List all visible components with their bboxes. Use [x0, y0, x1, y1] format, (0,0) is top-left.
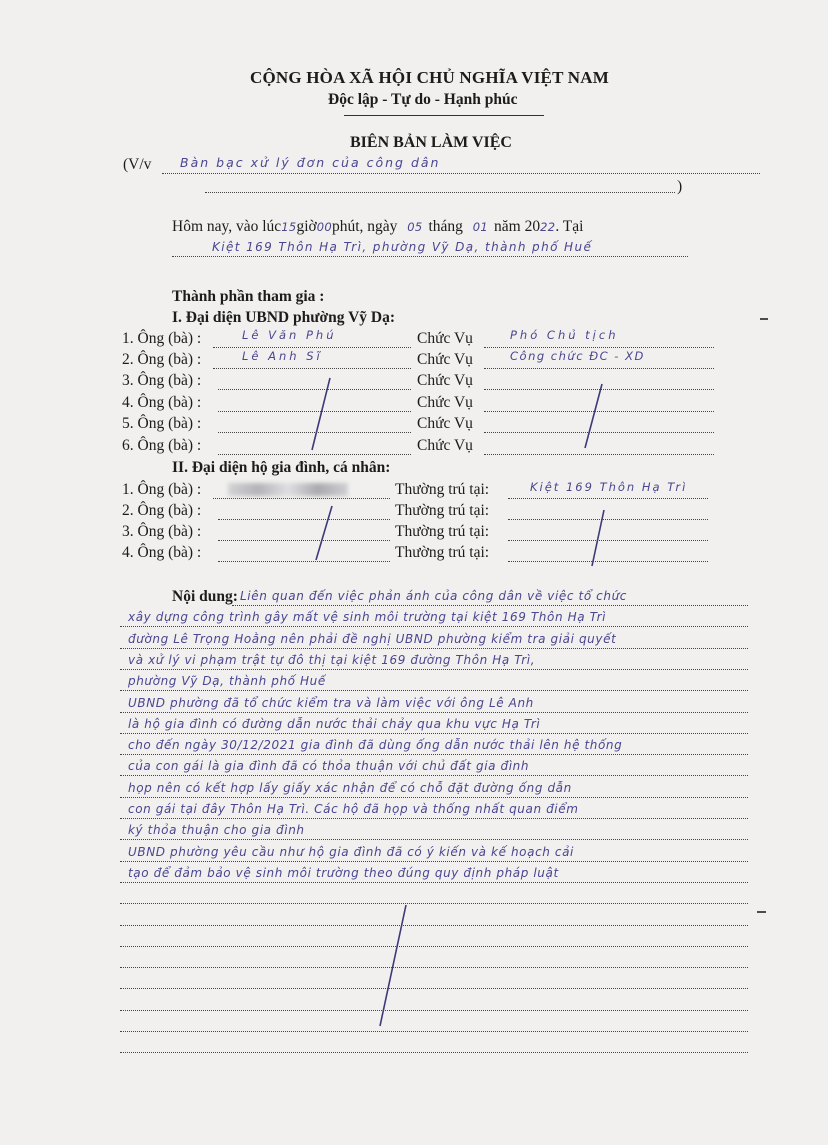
family-row-2-residence-line	[508, 519, 708, 520]
family-row-1-label: 1. Ông (bà) :	[122, 481, 202, 498]
family-row-1-residence: Kiệt 169 Thôn Hạ Trì	[530, 480, 688, 494]
cross-out-ubnd-position	[585, 384, 602, 448]
content-handwritten-line: xây dựng công trình gây mất vệ sinh môi trường tại kiệt 169 Thôn Hạ Trì	[128, 610, 607, 625]
regarding-close: )	[677, 178, 683, 195]
content-handwritten-line: họp nên có kết hợp lấy giấy xác nhận để có chỗ đặt đường ống dẫn	[128, 780, 572, 795]
ubnd-row-1-name-line	[213, 347, 411, 348]
family-row-1-residence-line	[508, 498, 708, 499]
content-rule-line	[120, 690, 748, 691]
content-handwritten-line: UBND phường yêu cầu như hộ gia đình đã có ý kiến và kế hoạch cải	[128, 844, 574, 859]
family-row-3-residence-line	[508, 540, 708, 541]
intro-place-line	[172, 256, 688, 257]
ubnd-row-2-label: 2. Ông (bà) :	[122, 351, 202, 368]
intro-line	[172, 218, 583, 236]
family-row-3-residence-label: Thường trú tại:	[395, 523, 490, 540]
ubnd-row-6-position-label: Chức Vụ	[417, 437, 473, 454]
content-rule-line	[120, 733, 748, 734]
family-row-2-label: 2. Ông (bà) :	[122, 502, 202, 519]
ubnd-row-2-position-line	[484, 368, 714, 369]
ubnd-row-4-label: 4. Ông (bà) :	[122, 394, 202, 411]
family-row-3-name-line	[218, 540, 390, 541]
content-rule-line	[120, 754, 748, 755]
family-row-4-residence-line	[508, 561, 708, 562]
family-section-heading: II. Đại diện hộ gia đình, cá nhân:	[172, 459, 391, 476]
intro-text-3: phút, ngày	[331, 218, 398, 235]
content-rule-line	[120, 1010, 748, 1011]
content-label: Nội dung:	[172, 588, 238, 605]
ubnd-row-3-label: 3. Ông (bà) :	[122, 372, 202, 389]
intro-text-4: tháng	[428, 218, 463, 235]
content-rule-line	[120, 1052, 748, 1053]
content-rule-line	[120, 903, 748, 904]
content-handwritten-line: Liên quan đến việc phản ánh của công dân về việc tổ chức	[240, 589, 627, 603]
ubnd-row-5-label: 5. Ông (bà) :	[122, 415, 202, 432]
ubnd-row-5-position-label: Chức Vụ	[417, 415, 473, 432]
motto-underline	[344, 115, 544, 116]
ubnd-row-1-position-label: Chức Vụ	[417, 330, 473, 347]
day-handwritten: 05	[407, 220, 423, 234]
ubnd-row-6-position-line	[484, 454, 714, 455]
ubnd-row-5-position-line	[484, 432, 714, 433]
content-rule-line	[120, 669, 748, 670]
family-row-4-label: 4. Ông (bà) :	[122, 544, 202, 561]
ubnd-row-4-name-line	[218, 411, 411, 412]
intro-text-1: Hôm nay, vào lúc	[172, 218, 282, 235]
content-handwritten-line: UBND phường đã tổ chức kiểm tra và làm việc với ông Lê Anh	[128, 695, 534, 710]
content-rule-line	[120, 861, 748, 862]
content-rule-line	[120, 648, 748, 649]
ubnd-row-1-name: Lê Văn Phú	[242, 328, 337, 342]
intro-text-2: giờ	[296, 218, 317, 235]
ubnd-row-4-position-line	[484, 411, 714, 412]
hour-handwritten: 15	[281, 220, 297, 234]
content-handwritten-line: ký thỏa thuận cho gia đình	[128, 823, 305, 838]
ubnd-row-1-position: Phó Chủ tịch	[510, 328, 619, 342]
family-row-2-residence-label: Thường trú tại:	[395, 502, 490, 519]
content-handwritten-line: tạo để đảm bảo vệ sinh môi trường theo đúng quy định pháp luật	[128, 865, 559, 880]
family-row-1-name-line	[213, 498, 390, 499]
month-handwritten: 01	[472, 220, 489, 234]
ubnd-row-2-name: Lê Anh Sĩ	[242, 349, 323, 363]
regarding-line-1	[162, 173, 760, 174]
content-handwritten-line: của con gái là gia đình đã có thỏa thuận với chủ đất gia đình	[128, 759, 530, 774]
ubnd-row-4-position-label: Chức Vụ	[417, 394, 473, 411]
content-handwritten-line: đường Lê Trọng Hoằng nên phải đề nghị UBND phường kiểm tra giải quyết	[128, 631, 617, 646]
ubnd-row-2-position: Công chức ĐC - XD	[510, 349, 645, 363]
place-handwritten: Kiệt 169 Thôn Hạ Trì, phường Vỹ Dạ, thành phố Huế	[212, 240, 593, 254]
family-row-2-name-line	[218, 519, 390, 520]
ubnd-section-heading: I. Đại diện UBND phường Vỹ Dạ:	[172, 309, 396, 326]
family-row-4-residence-label: Thường trú tại:	[395, 544, 490, 561]
content-rule-line	[120, 839, 748, 840]
redacted-name-block	[228, 483, 348, 496]
content-rule-line	[120, 626, 748, 627]
cross-out-family-name	[316, 506, 332, 560]
country-heading: CỘNG HÒA XÃ HỘI CHỦ NGHĨA VIỆT NAM	[250, 68, 609, 87]
regarding-line-2	[205, 192, 675, 193]
content-rule-line	[120, 818, 748, 819]
content-rule-line	[120, 925, 748, 926]
content-handwritten-line: và xử lý vi phạm trật tự đô thị tại kiệt 169 đường Thôn Hạ Trì,	[128, 652, 536, 667]
content-rule-line	[120, 988, 748, 989]
regarding-handwritten: Bàn bạc xử lý đơn của công dân	[180, 155, 441, 170]
cross-out-content	[380, 905, 406, 1026]
content-rule-line	[120, 1031, 748, 1032]
content-rule-line	[120, 967, 748, 968]
document-title: BIÊN BẢN LÀM VIỆC	[350, 134, 512, 151]
ubnd-row-2-position-label: Chức Vụ	[417, 351, 473, 368]
content-handwritten-line: con gái tại đây Thôn Hạ Trì. Các hộ đã họp và thống nhất quan điểm	[128, 802, 579, 816]
ubnd-row-5-name-line	[218, 432, 411, 433]
content-rule-line	[232, 605, 748, 606]
content-handwritten-line: phường Vỹ Dạ, thành phố Huế	[128, 674, 326, 689]
content-handwritten-line: là hộ gia đình có đường dẫn nước thải chảy qua khu vực Hạ Trì	[128, 716, 541, 731]
ubnd-row-3-position-label: Chức Vụ	[417, 372, 473, 389]
content-rule-line	[120, 775, 748, 776]
content-rule-line	[120, 882, 748, 883]
intro-text-5: năm 20	[494, 218, 541, 235]
intro-text-6: . Tại	[555, 218, 584, 235]
motto-heading: Độc lập - Tự do - Hạnh phúc	[328, 91, 518, 108]
regarding-open: (V/v	[123, 156, 152, 173]
family-row-1-residence-label: Thường trú tại:	[395, 481, 490, 498]
content-rule-line	[120, 712, 748, 713]
ubnd-row-2-name-line	[213, 368, 411, 369]
family-row-3-label: 3. Ông (bà) :	[122, 523, 202, 540]
ubnd-row-1-label: 1. Ông (bà) :	[122, 330, 202, 347]
ubnd-row-1-position-line	[484, 347, 714, 348]
ubnd-row-6-label: 6. Ông (bà) :	[122, 437, 202, 454]
participants-heading: Thành phần tham gia :	[172, 288, 325, 305]
content-rule-line	[120, 946, 748, 947]
ubnd-row-3-name-line	[218, 389, 411, 390]
family-row-4-name-line	[218, 561, 390, 562]
ubnd-row-6-name-line	[218, 454, 411, 455]
minute-handwritten: 00	[316, 220, 332, 234]
ubnd-row-3-position-line	[484, 389, 714, 390]
content-rule-line	[120, 797, 748, 798]
content-handwritten-line: cho đến ngày 30/12/2021 gia đình đã dùng ống dẫn nước thải lên hệ thống	[128, 738, 623, 753]
year-handwritten: 22	[540, 220, 556, 234]
